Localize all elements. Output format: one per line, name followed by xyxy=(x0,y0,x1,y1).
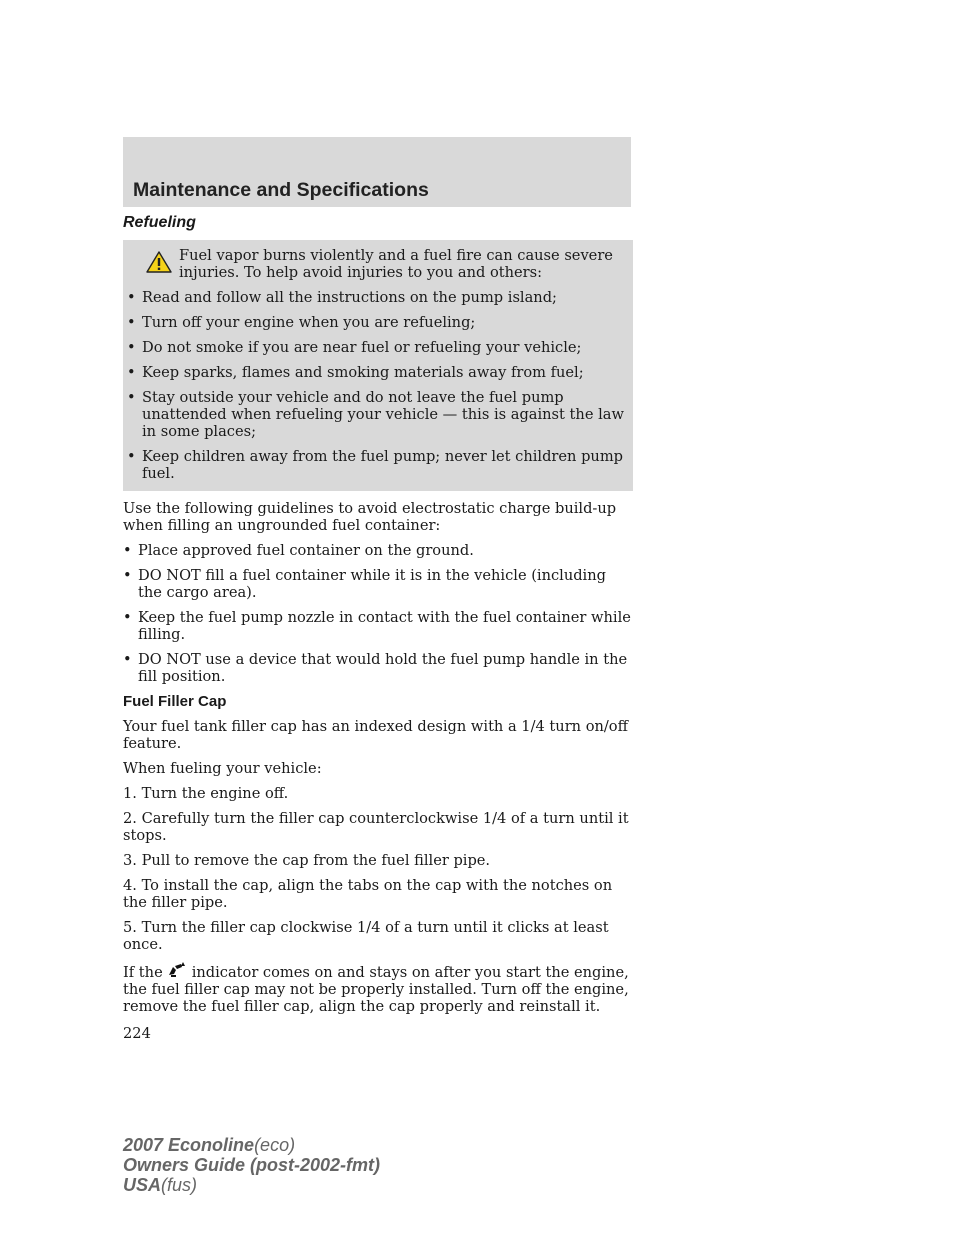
warning-triangle-icon xyxy=(146,250,172,274)
guidelines-intro: Use the following guidelines to avoid electrostatic charge build-up when filling an ungrounded fuel container: xyxy=(123,500,617,534)
indicator-prefix: If the xyxy=(123,964,163,981)
guideline-item: • Keep the fuel pump nozzle in contact with the fuel container while filling. xyxy=(123,609,631,643)
warning-item: • Stay outside your vehicle and do not leave the fuel pump unattended when refueling your vehicle — this is against the law in some places; xyxy=(127,389,624,440)
bullet: • xyxy=(127,339,136,356)
bullet: • xyxy=(123,567,132,584)
page-number: 224 xyxy=(123,1025,151,1042)
when-fueling: When fueling your vehicle: xyxy=(123,760,322,777)
warning-item: • Do not smoke if you are near fuel or refueling your vehicle; xyxy=(127,339,582,356)
bullet: • xyxy=(127,448,136,465)
guideline-item: • DO NOT use a device that would hold the fuel pump handle in the fill position. xyxy=(123,651,628,685)
step-3: 3. Pull to remove the cap from the fuel filler pipe. xyxy=(123,852,491,869)
step-2: 2. Carefully turn the filler cap counterclockwise 1/4 of a turn until it stops. xyxy=(123,810,629,844)
warning-head xyxy=(127,247,629,281)
indicator-paragraph xyxy=(123,961,633,1015)
warning-item: • Keep sparks, flames and smoking materials away from fuel; xyxy=(127,364,584,381)
section-header-band xyxy=(123,137,631,207)
warning-list xyxy=(127,289,629,482)
warning-intro: Fuel vapor burns violently and a fuel fire can cause severe injuries. To help avoid injuries to you and others: xyxy=(179,247,613,281)
check-fuel-cap-icon xyxy=(167,961,189,979)
bullet: • xyxy=(127,289,136,306)
guidelines-list xyxy=(123,542,633,685)
bullet: • xyxy=(123,609,132,626)
bullet: • xyxy=(127,314,136,331)
footer-line-2: Owners Guide (post-2002-fmt) xyxy=(123,1155,381,1175)
bullet: • xyxy=(123,651,132,668)
warning-item: • Read and follow all the instructions on the pump island; xyxy=(127,289,557,306)
refueling-heading: Refueling xyxy=(123,214,196,231)
section-title: Maintenance and Specifications xyxy=(133,179,429,201)
bullet: • xyxy=(127,364,136,381)
fuel-cap-intro: Your fuel tank filler cap has an indexed design with a 1/4 turn on/off feature. xyxy=(123,718,628,752)
document-footer xyxy=(123,1135,380,1195)
footer-line-3: USA(fus) xyxy=(123,1175,198,1195)
step-5: 5. Turn the filler cap clockwise 1/4 of a turn until it clicks at least once. xyxy=(123,919,609,953)
fuel-filler-cap-heading: Fuel Filler Cap xyxy=(123,693,227,710)
warning-item: • Turn off your engine when you are refueling; xyxy=(127,314,476,331)
guideline-item: • Place approved fuel container on the ground. xyxy=(123,542,474,559)
footer-line-1: 2007 Econoline(eco) xyxy=(123,1135,296,1155)
step-1: 1. Turn the engine off. xyxy=(123,785,289,802)
bullet: • xyxy=(127,389,136,406)
warning-box xyxy=(123,240,633,491)
guideline-item: • DO NOT fill a fuel container while it is in the vehicle (including the cargo area). xyxy=(123,567,606,601)
warning-item: • Keep children away from the fuel pump; never let children pump fuel. xyxy=(127,448,624,482)
page-content xyxy=(123,210,633,1042)
indicator-suffix: indicator comes on and stays on after you start the engine, the fuel filler cap may not be properly installed. Turn off the engine, remove the fuel filler cap, align the cap properly and reinstall it. xyxy=(123,964,629,1015)
bullet: • xyxy=(123,542,132,559)
step-4: 4. To install the cap, align the tabs on the cap with the notches on the filler pipe. xyxy=(123,877,613,911)
